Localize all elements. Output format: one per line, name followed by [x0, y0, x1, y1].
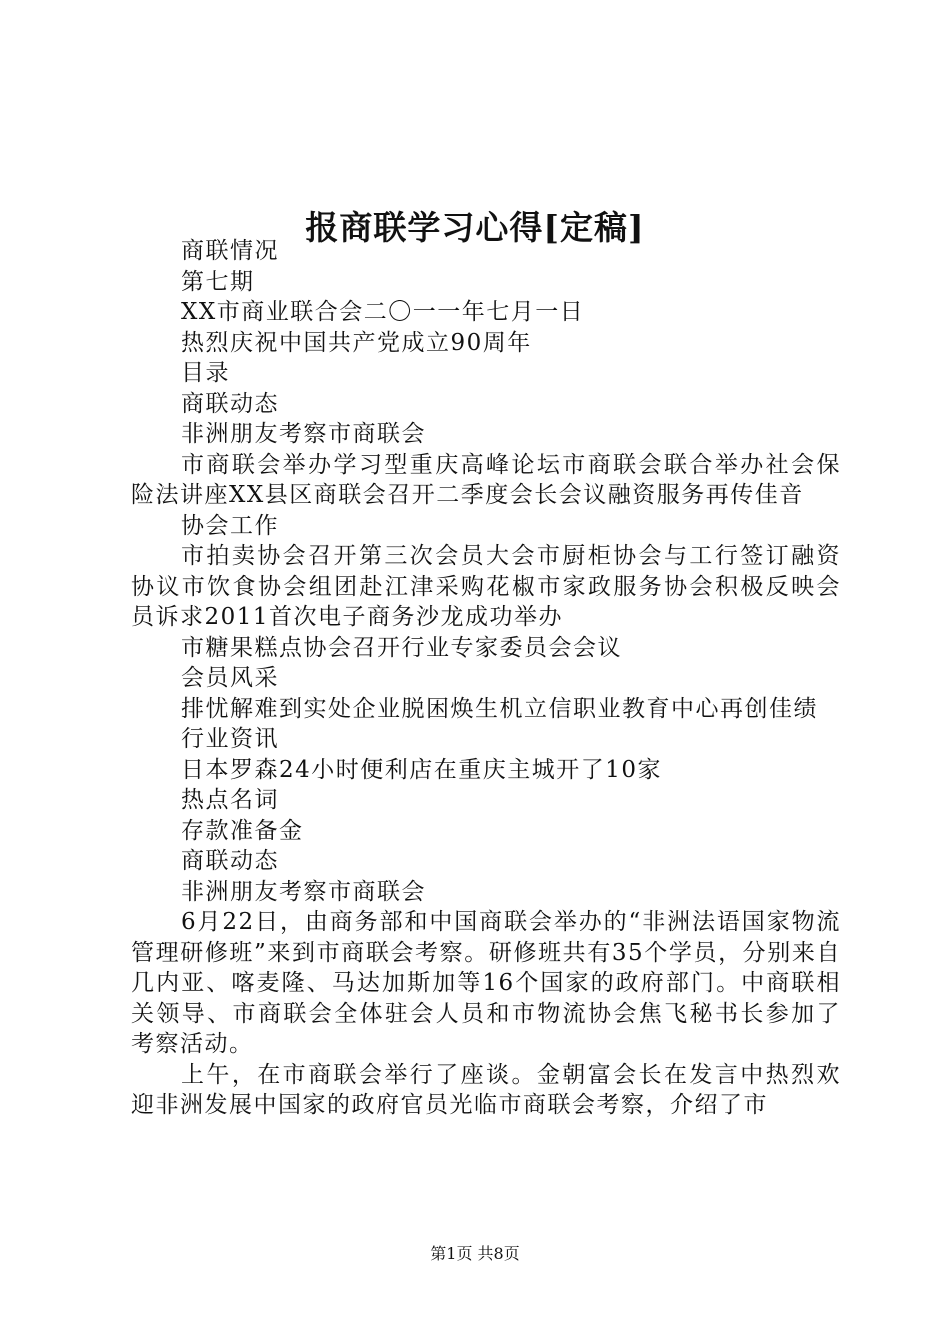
- paragraph: 存款准备金: [181, 817, 304, 844]
- paragraph: 商联情况: [181, 238, 279, 264]
- page-number-footer: 第1页 共8页: [430, 1244, 520, 1263]
- paragraph: 排忧解难到实处企业脱困焕生机立信职业教育中心再创佳绩: [181, 695, 818, 722]
- paragraph: XX市商业联合会二〇一一年七月一日: [181, 299, 585, 325]
- paragraph: 上午，在市商联会举行了座谈。金朝富会长在发言中热烈欢迎非洲发展中国家的政府官员光临市商联会考察，介绍了市: [131, 1061, 841, 1118]
- paragraph: 市糖果糕点协会召开行业专家委员会会议: [181, 634, 622, 661]
- document-title: 报商联学习心得[定稿]: [305, 208, 645, 248]
- paragraph: 会员风采: [181, 665, 279, 691]
- paragraph: 非洲朋友考察市商联会: [181, 421, 426, 447]
- paragraph: 第七期: [181, 268, 255, 295]
- paragraph: 行业资讯: [181, 726, 279, 752]
- paragraph: 目录: [181, 360, 230, 386]
- paragraph: 热点名词: [181, 787, 279, 813]
- document-body: [131, 236, 841, 1121]
- paragraph: 热烈庆祝中国共产党成立90周年: [181, 329, 532, 356]
- paragraph: 商联动态: [181, 390, 279, 417]
- paragraph: 市拍卖协会召开第三次会员大会市厨柜协会与工行签订融资协议市饮食协会组团赴江津采购花椒市家政服务协会积极反映会员诉求2011首次电子商务沙龙成功举办: [131, 543, 841, 630]
- paragraph: 市商联会举办学习型重庆高峰论坛市商联会联合举办社会保险法讲座XX县区商联会召开二季度会长会议融资服务再传佳音: [131, 451, 841, 508]
- paragraph: 6月22日，由商务部和中国商联会举办的“非洲法语国家物流管理研修班”来到市商联会考察。研修班共有35个学员，分别来自几内亚、喀麦隆、马达加斯加等16个国家的政府部门。中商联相关领导、市商联会全体驻会人员和市物流协会焦飞秘书长参加了考察活动。: [131, 909, 841, 1057]
- paragraph: 非洲朋友考察市商联会: [181, 878, 426, 905]
- paragraph: 日本罗森24小时便利店在重庆主城开了10家: [181, 756, 663, 783]
- paragraph: 商联动态: [181, 848, 279, 874]
- paragraph: 协会工作: [181, 512, 279, 539]
